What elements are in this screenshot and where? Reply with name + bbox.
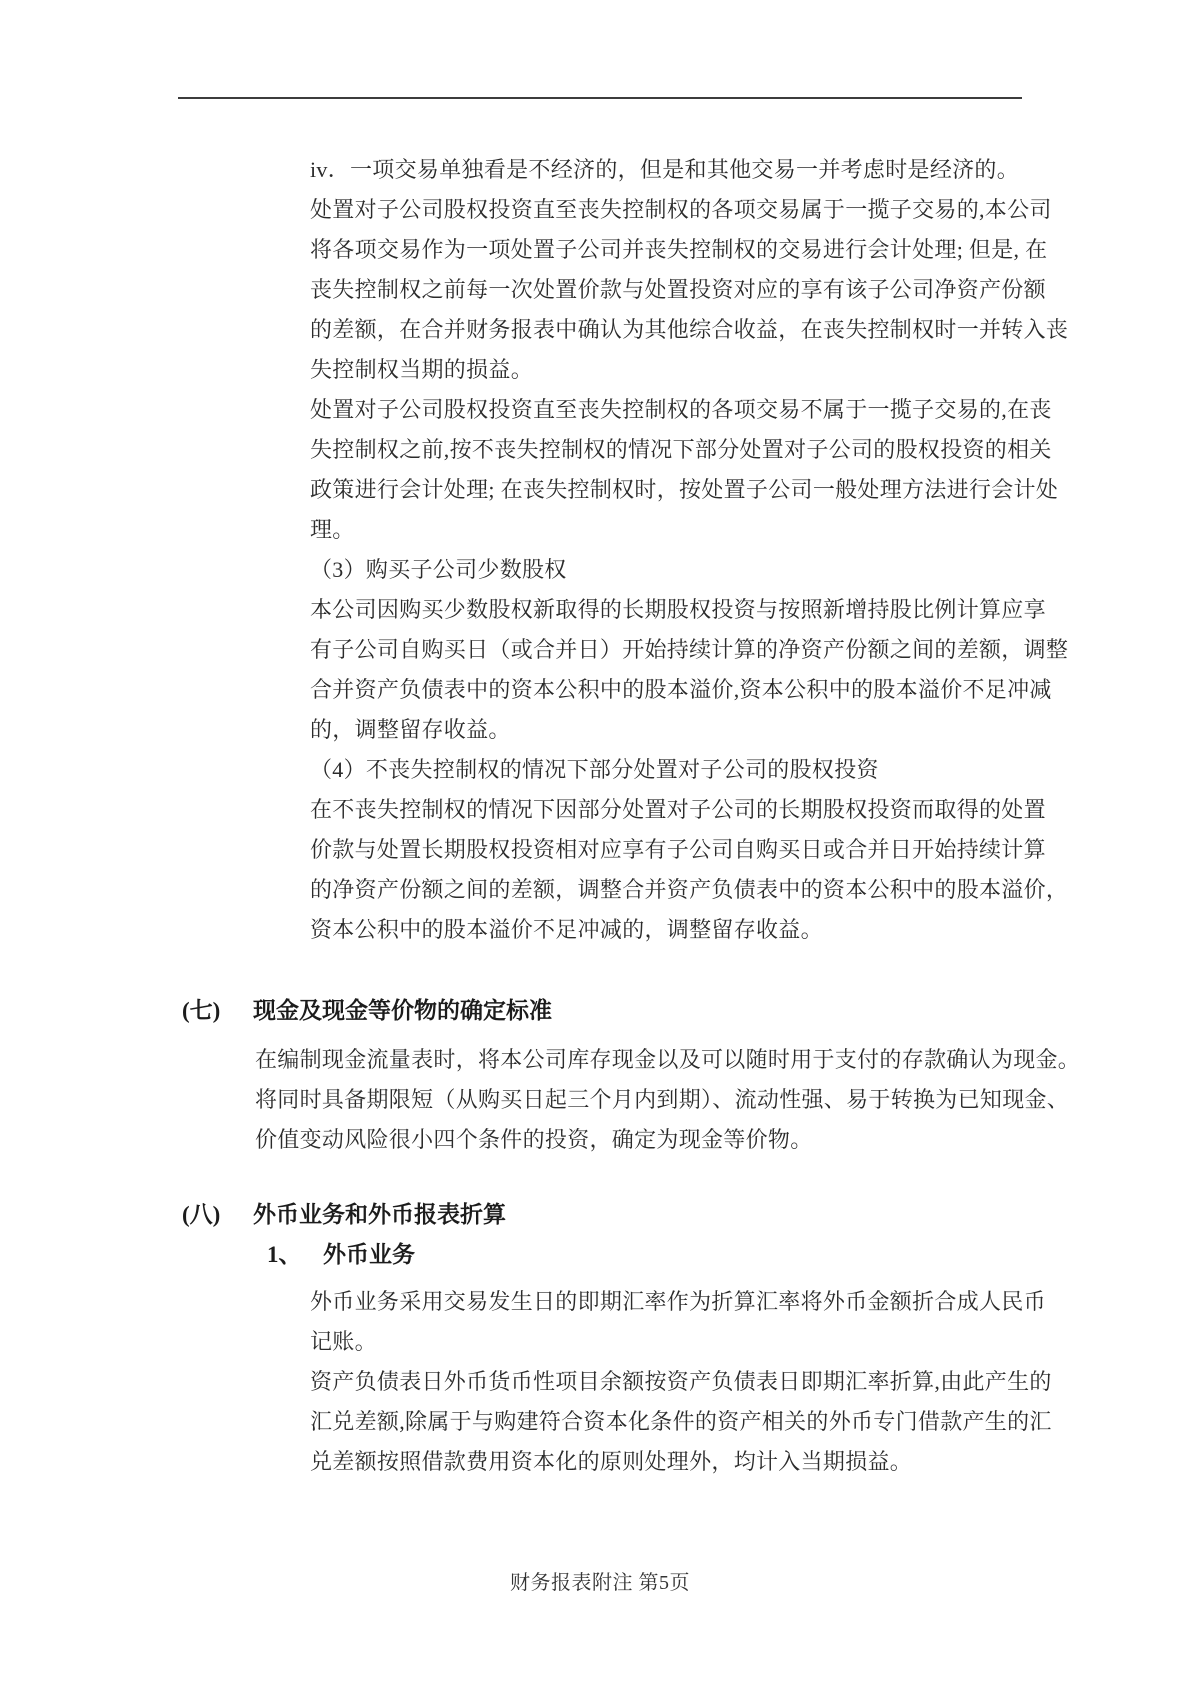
text-line: 资本公积中的股本溢价不足冲减的，调整留存收益。 bbox=[310, 917, 823, 942]
text-line: 资产负债表日外币货币性项目余额按资产负债表日即期汇率折算,由此产生的 bbox=[310, 1369, 1052, 1394]
section-heading-8 bbox=[182, 1200, 506, 1230]
text-line: 的净资产份额之间的差额，调整合并资产负债表中的资本公积中的股本溢价， bbox=[310, 877, 1069, 902]
section-title: 现金及现金等价物的确定标准 bbox=[253, 998, 552, 1023]
text-line: 将各项交易作为一项处置子公司并丧失控制权的交易进行会计处理; 但是, 在 bbox=[310, 237, 1048, 262]
paragraph-block-consolidation bbox=[310, 150, 1069, 950]
subsection-number: 1、 bbox=[267, 1242, 302, 1267]
text-line: 在不丧失控制权的情况下因部分处置对子公司的长期股权投资而取得的处置 bbox=[310, 797, 1046, 822]
text-line: 价值变动风险很小四个条件的投资，确定为现金等价物。 bbox=[255, 1127, 813, 1152]
text-line: 兑差额按照借款费用资本化的原则处理外，均计入当期损益。 bbox=[310, 1449, 913, 1474]
section-number: (七) bbox=[182, 998, 221, 1023]
subsection-title: 外币业务 bbox=[323, 1242, 415, 1267]
section-7-body bbox=[255, 1040, 1081, 1160]
text-line: 合并资产负债表中的资本公积中的股本溢价,资本公积中的股本溢价不足冲减 bbox=[310, 677, 1052, 702]
text-line: 的，调整留存收益。 bbox=[310, 717, 511, 742]
text-line: 政策进行会计处理; 在丧失控制权时，按处置子公司一般处理方法进行会计处 bbox=[310, 477, 1059, 502]
text-line: 失控制权当期的损益。 bbox=[310, 357, 534, 382]
text-line: 理。 bbox=[310, 517, 355, 542]
text-line: iv．一项交易单独看是不经济的，但是和其他交易一并考虑时是经济的。 bbox=[310, 157, 1020, 182]
section-number: (八) bbox=[182, 1202, 221, 1227]
text-line: 汇兑差额,除属于与购建符合资本化条件的资产相关的外币专门借款产生的汇 bbox=[310, 1409, 1052, 1434]
list-item-heading: （3）购买子公司少数股权 bbox=[310, 557, 567, 582]
text-line: 失控制权之前,按不丧失控制权的情况下部分处置对子公司的股权投资的相关 bbox=[310, 437, 1052, 462]
list-item-heading: （4）不丧失控制权的情况下部分处置对子公司的股权投资 bbox=[310, 757, 879, 782]
section-8-item-1-body bbox=[310, 1282, 1055, 1482]
text-line: 本公司因购买少数股权新取得的长期股权投资与按照新增持股比例计算应享 bbox=[310, 597, 1046, 622]
text-line: 有子公司自购买日（或合并日）开始持续计算的净资产份额之间的差额，调整 bbox=[310, 637, 1069, 662]
section-heading-7 bbox=[182, 996, 552, 1026]
header-rule bbox=[178, 97, 1022, 99]
text-line: 将同时具备期限短（从购买日起三个月内到期）、流动性强、易于转换为已知现金、 bbox=[255, 1087, 1070, 1112]
text-line: 处置对子公司股权投资直至丧失控制权的各项交易不属于一揽子交易的,在丧 bbox=[310, 397, 1052, 422]
text-line: 价款与处置长期股权投资相对应享有子公司自购买日或合并日开始持续计算 bbox=[310, 837, 1046, 862]
text-line: 的差额，在合并财务报表中确认为其他综合收益，在丧失控制权时一并转入丧 bbox=[310, 317, 1069, 342]
text-line: 丧失控制权之前每一次处置价款与处置投资对应的享有该子公司净资产份额 bbox=[310, 277, 1046, 302]
section-title: 外币业务和外币报表折算 bbox=[253, 1202, 506, 1227]
text-line: 外币业务采用交易发生日的即期汇率作为折算汇率将外币金额折合成人民币 bbox=[310, 1289, 1046, 1314]
text-line: 处置对子公司股权投资直至丧失控制权的各项交易属于一揽子交易的,本公司 bbox=[310, 197, 1052, 222]
page-footer: 财务报表附注 第5页 bbox=[510, 1572, 690, 1594]
subsection-heading-1 bbox=[267, 1240, 415, 1270]
text-line: 在编制现金流量表时，将本公司库存现金以及可以随时用于支付的存款确认为现金。 bbox=[255, 1047, 1081, 1072]
text-line: 记账。 bbox=[310, 1329, 377, 1354]
